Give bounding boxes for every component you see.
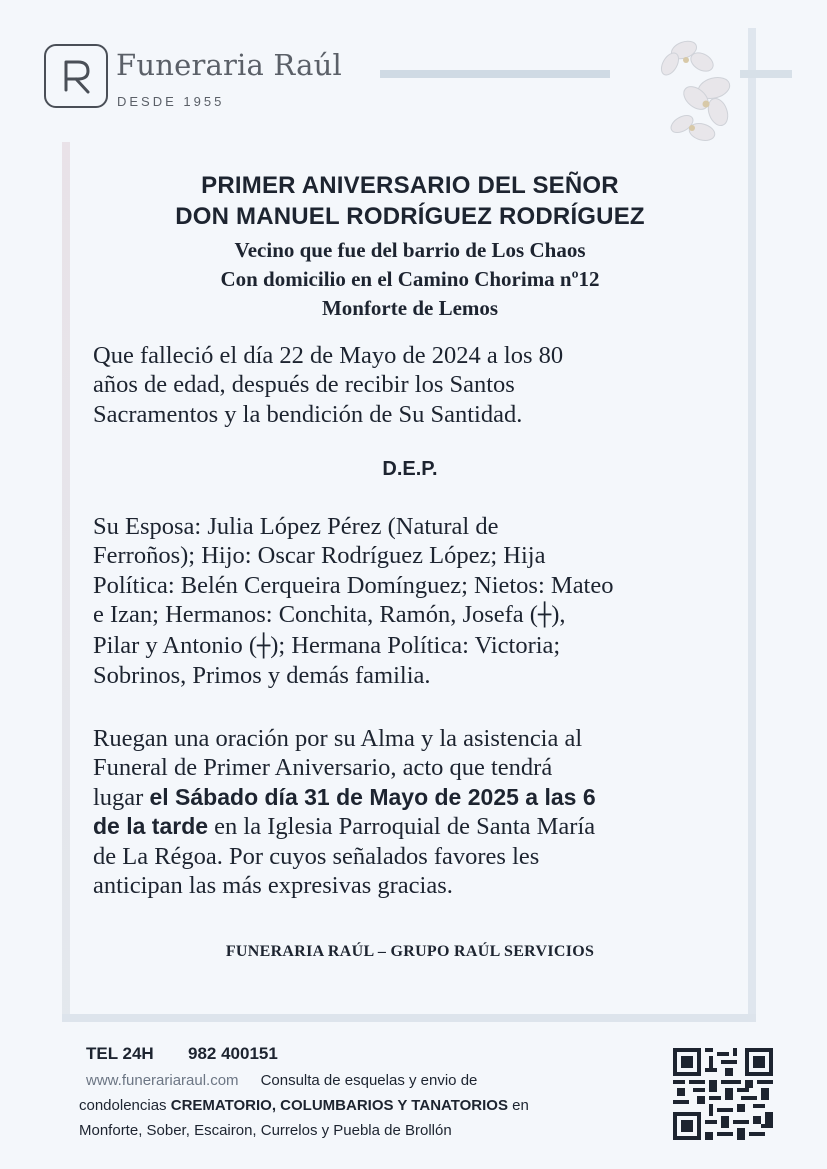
subtitle-neighborhood: Vecino que fue del barrio de Los Chaos: [234, 238, 586, 262]
logo-r-icon: [54, 54, 98, 98]
services-list: CREMATORIO, COLUMBARIOS Y TANATORIOS: [170, 1097, 508, 1114]
text-segment: en: [507, 1097, 529, 1114]
frame-bottom-border: [62, 1014, 756, 1022]
paragraph-line: Funeral de Primer Aniversario, acto que tendrá: [93, 754, 553, 782]
frame-right-border: [748, 28, 756, 1022]
ceremony-paragraph: [93, 724, 721, 900]
dep-heading: D.E.P.: [382, 458, 438, 480]
qr-code-icon[interactable]: [673, 1048, 773, 1140]
frame-top-bar-right: [740, 70, 792, 78]
paragraph-line: años de edad, después de recibir los Santos: [93, 371, 515, 399]
frame-left-border: [62, 142, 70, 1022]
title-line-1: PRIMER ANIVERSARIO DEL SEÑOR: [201, 172, 619, 199]
paragraph-line: [93, 783, 721, 812]
text-segment: ),: [551, 601, 566, 629]
ceremony-time: de la tarde: [93, 813, 209, 840]
paragraph-line: Ruegan una oración por su Alma y la asistencia al: [93, 725, 583, 752]
flower-decoration-icon: [622, 32, 742, 147]
text-segment: Consulta de esquelas y envio de: [260, 1072, 478, 1089]
website-link[interactable]: www.funerariaraul.com: [86, 1072, 239, 1089]
logo-name: Funeraria Raúl: [116, 48, 342, 82]
family-paragraph: [93, 512, 721, 690]
text-segment: e Izan; Hermanos: Conchita, Ramón, Josefa (: [93, 601, 538, 629]
paragraph-line: [93, 631, 721, 661]
subtitle-town: Monforte de Lemos: [321, 296, 499, 320]
paragraph-line: Sobrinos, Primos y demás familia.: [93, 662, 431, 690]
text-segment: condolencias: [79, 1097, 171, 1114]
tel-label: TEL 24H: [86, 1044, 154, 1063]
paragraph-line: Sacramentos y la bendición de Su Santidad.: [93, 400, 523, 428]
text-segment: lugar: [93, 783, 150, 811]
frame-top-bar: [380, 70, 610, 78]
paragraph-line: Que falleció el día 22 de Mayo de 2024 a los 80: [93, 342, 564, 369]
paragraph-line: [93, 600, 721, 630]
ceremony-date: el Sábado día 31 de Mayo de 2025 a las 6: [149, 783, 596, 810]
paragraph-line: Ferroños); Hijo: Oscar Rodríguez López; Hija: [93, 542, 546, 570]
title-line-2: DON MANUEL RODRÍGUEZ RODRÍGUEZ: [175, 203, 645, 230]
paragraph-line: [93, 812, 721, 841]
paragraph-line: de La Régoa. Por cuyos señalados favores les: [93, 842, 540, 870]
text-segment: en la Iglesia Parroquial de Santa María: [208, 813, 596, 841]
cross-icon: ┼: [257, 633, 271, 659]
footer-line-2: [79, 1097, 529, 1114]
cross-icon: ┼: [537, 603, 552, 629]
death-notice-paragraph: [93, 341, 721, 429]
text-segment: Pilar y Antonio (: [93, 631, 258, 659]
subtitle-address: Con domicilio en el Camino Chorima nº12: [220, 267, 600, 291]
tel-number[interactable]: 982 400151: [188, 1044, 278, 1063]
paragraph-line: Su Esposa: Julia López Pérez (Natural de: [93, 513, 499, 540]
footer-line-1: [86, 1072, 477, 1089]
text-segment: ); Hermana Política: Victoria;: [270, 631, 561, 659]
footer-line-3: Monforte, Sober, Escairon, Currelos y Puebla de Brollón: [79, 1122, 452, 1139]
signature: FUNERARIA RAÚL – GRUPO RAÚL SERVICIOS: [225, 943, 595, 960]
paragraph-line: Política: Belén Cerqueira Domínguez; Nietos: Mateo: [93, 571, 614, 599]
paragraph-line: anticipan las más expresivas gracias.: [93, 872, 453, 900]
logo-since: DESDE 1955: [117, 94, 225, 109]
logo-mark: [44, 44, 108, 108]
